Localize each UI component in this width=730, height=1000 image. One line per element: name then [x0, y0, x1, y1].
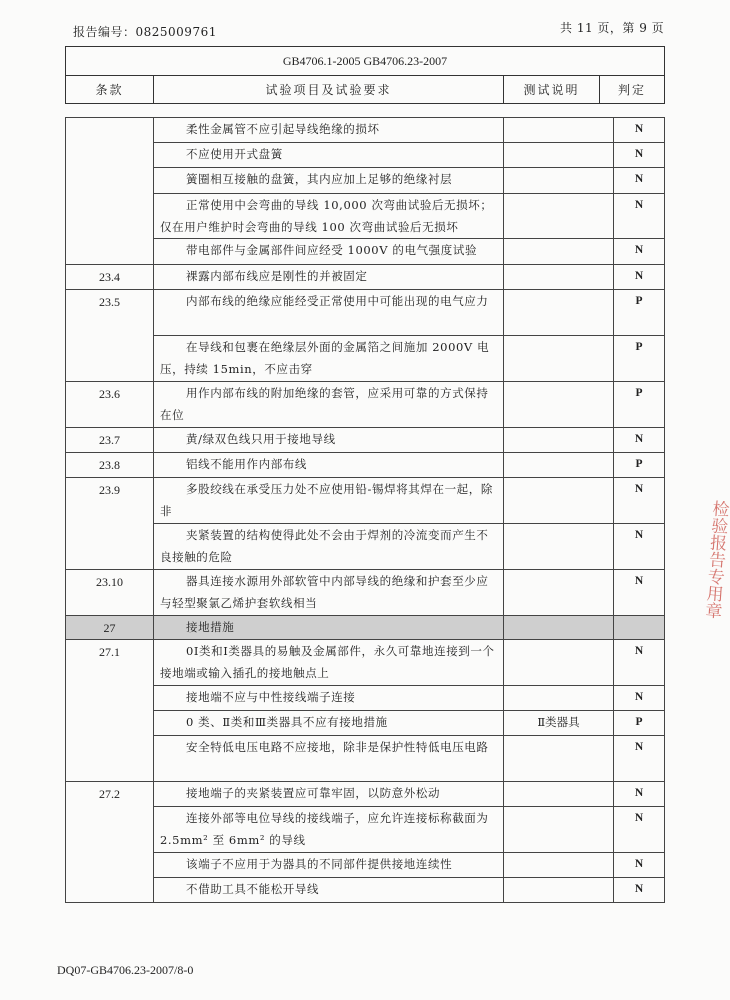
test-note-cell	[504, 265, 614, 290]
table-row	[66, 453, 665, 478]
table-row	[66, 478, 665, 524]
verdict-cell: N	[614, 143, 665, 168]
test-note-cell	[504, 336, 614, 382]
requirement-cell: 在导线和包裹在绝缘层外面的金属箔之间施加 2000V 电压，持续 15min，不应击穿	[154, 336, 504, 382]
test-note-cell	[504, 118, 614, 143]
verdict-cell: N	[614, 686, 665, 711]
column-header-verdict: 判定	[600, 76, 665, 104]
requirement-cell: 该端子不应用于为器具的不同部件提供接地连续性	[154, 853, 504, 878]
test-note-cell	[504, 640, 614, 686]
requirement-cell: 连接外部等电位导线的接线端子，应允许连接标称截面为 2.5mm² 至 6mm² 的导线	[154, 807, 504, 853]
test-note-cell	[504, 782, 614, 807]
table-row	[66, 168, 665, 194]
test-note-cell	[504, 382, 614, 428]
table-row	[66, 265, 665, 290]
clause-cell: 23.8	[66, 453, 154, 478]
test-note-cell	[504, 143, 614, 168]
table-row	[66, 239, 665, 265]
section-row	[66, 616, 665, 640]
requirement-cell: 黄/绿双色线只用于接地导线	[154, 428, 504, 453]
verdict-cell: N	[614, 265, 665, 290]
table-row	[66, 686, 665, 711]
test-note-cell	[504, 686, 614, 711]
clause-cell: 27	[66, 616, 154, 640]
verdict-cell: N	[614, 736, 665, 782]
table-row	[66, 194, 665, 239]
table-row	[66, 640, 665, 686]
table-row	[66, 336, 665, 382]
requirement-cell: 接地端不应与中性接线端子连接	[154, 686, 504, 711]
page-info: 共 11 页，第 9 页	[560, 21, 665, 35]
inspection-stamp: 检验报告专用章	[700, 499, 730, 620]
test-note-cell	[504, 524, 614, 570]
verdict-cell	[614, 616, 665, 640]
test-note-cell	[504, 168, 614, 194]
clause-cell: 23.7	[66, 428, 154, 453]
table-row	[66, 428, 665, 453]
requirement-cell: 器具连接水源用外部软管中内部导线的绝缘和护套至少应与轻型聚氯乙烯护套软线相当	[154, 570, 504, 616]
clause-cell: 23.6	[66, 382, 154, 428]
verdict-cell: P	[614, 382, 665, 428]
table-row	[66, 382, 665, 428]
table-row	[66, 878, 665, 903]
clause-cell: 23.10	[66, 570, 154, 616]
verdict-cell: N	[614, 570, 665, 616]
requirement-cell: 多股绞线在承受压力处不应使用铅-锡焊将其焊在一起，除非	[154, 478, 504, 524]
test-note-cell	[504, 194, 614, 239]
table-row	[66, 290, 665, 336]
report-number: 报告编号：0825009761	[73, 25, 217, 39]
test-note-cell	[504, 453, 614, 478]
table-row	[66, 853, 665, 878]
verdict-cell: N	[614, 168, 665, 194]
verdict-cell: N	[614, 428, 665, 453]
requirement-cell: 内部布线的绝缘应能经受正常使用中可能出现的电气应力	[154, 290, 504, 336]
test-note-cell	[504, 853, 614, 878]
requirement-cell: 裸露内部布线应是刚性的并被固定	[154, 265, 504, 290]
test-note-cell	[504, 616, 614, 640]
requirement-cell: 夹紧装置的结构使得此处不会由于焊剂的冷流变而产生不良接触的危险	[154, 524, 504, 570]
clause-cell	[66, 118, 154, 265]
verdict-cell: N	[614, 853, 665, 878]
requirement-cell: 铝线不能用作内部布线	[154, 453, 504, 478]
requirement-cell: 安全特低电压电路不应接地，除非是保护性特低电压电路	[154, 736, 504, 782]
verdict-cell: N	[614, 194, 665, 239]
test-note-cell	[504, 478, 614, 524]
table-row	[66, 524, 665, 570]
test-note-cell	[504, 807, 614, 853]
standard-title: GB4706.1-2005 GB4706.23-2007	[66, 47, 665, 76]
test-note-cell	[504, 239, 614, 265]
verdict-cell: N	[614, 118, 665, 143]
test-note-cell	[504, 878, 614, 903]
verdict-cell: N	[614, 640, 665, 686]
clause-cell: 23.5	[66, 290, 154, 382]
table-row	[66, 711, 665, 736]
test-note-cell	[504, 570, 614, 616]
table-header	[65, 46, 665, 104]
verdict-cell: N	[614, 807, 665, 853]
clause-cell: 23.4	[66, 265, 154, 290]
clause-cell: 23.9	[66, 478, 154, 570]
document-code: DQ07-GB4706.23-2007/8-0	[57, 963, 194, 977]
requirement-cell: 用作内部布线的附加绝缘的套管，应采用可靠的方式保持在位	[154, 382, 504, 428]
table-row	[66, 118, 665, 143]
verdict-cell: P	[614, 290, 665, 336]
table-row	[66, 570, 665, 616]
table-row	[66, 782, 665, 807]
table-row	[66, 736, 665, 782]
requirement-cell: 0 类、Ⅱ类和Ⅲ类器具不应有接地措施	[154, 711, 504, 736]
requirement-cell: 簧圈相互接触的盘簧，其内应加上足够的绝缘衬层	[154, 168, 504, 194]
clause-cell: 27.2	[66, 782, 154, 903]
requirement-cell: 带电部件与金属部件间应经受 1000V 的电气强度试验	[154, 239, 504, 265]
table-row	[66, 807, 665, 853]
requirement-cell: 不应使用开式盘簧	[154, 143, 504, 168]
verdict-cell: N	[614, 524, 665, 570]
test-note-cell	[504, 290, 614, 336]
requirement-cell: 接地措施	[154, 616, 504, 640]
verdict-cell: P	[614, 711, 665, 736]
column-header-clause: 条款	[66, 76, 154, 104]
test-note-cell: Ⅱ类器具	[504, 711, 614, 736]
verdict-cell: N	[614, 878, 665, 903]
verdict-cell: N	[614, 478, 665, 524]
column-header-note: 测试说明	[504, 76, 600, 104]
requirement-cell: 0I类和Ⅰ类器具的易触及金属部件，永久可靠地连接到一个接地端或输入插孔的接地触点上	[154, 640, 504, 686]
requirement-cell: 接地端子的夹紧装置应可靠牢固，以防意外松动	[154, 782, 504, 807]
verdict-cell: P	[614, 336, 665, 382]
verdict-cell: P	[614, 453, 665, 478]
test-note-cell	[504, 428, 614, 453]
requirement-cell: 不借助工具不能松开导线	[154, 878, 504, 903]
column-header-item: 试验项目及试验要求	[154, 76, 504, 104]
clause-cell: 27.1	[66, 640, 154, 782]
requirement-cell: 柔性金属管不应引起导线绝缘的损坏	[154, 118, 504, 143]
test-items-table	[65, 117, 665, 903]
verdict-cell: N	[614, 239, 665, 265]
test-note-cell	[504, 736, 614, 782]
requirement-cell: 正常使用中会弯曲的导线 10,000 次弯曲试验后无损坏；仅在用户维护时会弯曲的导线 100 次弯曲试验后无损坏	[154, 194, 504, 239]
verdict-cell: N	[614, 782, 665, 807]
table-row	[66, 143, 665, 168]
